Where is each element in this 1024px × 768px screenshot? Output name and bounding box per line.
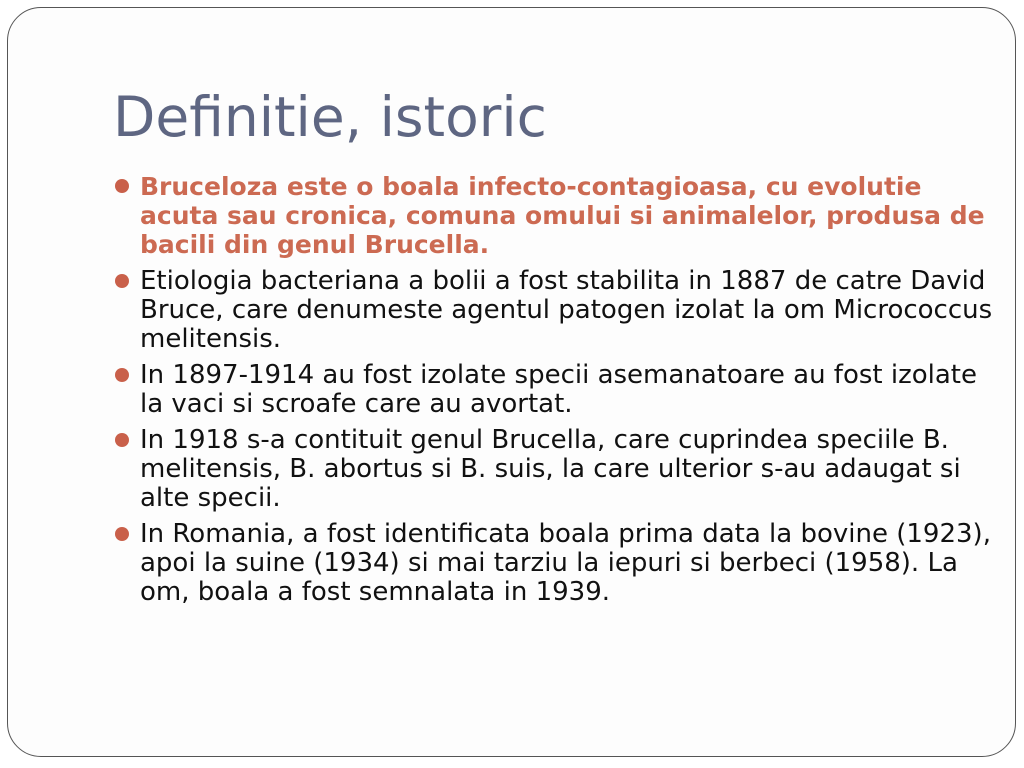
bullet-dot-icon [115,368,129,382]
bullet-text: In Romania, a fost identificata boala prima data la bovine (1923), apoi la suine (1934) si mai tarziu la iepuri si berbeci (1958). La om, boala a fost semnalata in 1939. [140,519,991,607]
bullet-dot-icon [115,274,129,288]
bullet-item [113,172,993,259]
bullet-text: In 1918 s-a contituit genul Brucella, care cuprindea speciile B. melitensis, B. abortus si B. suis, la care ulterior s-au adaugat si alte specii. [140,425,961,513]
bullet-dot-icon [115,527,129,541]
bullet-item [113,520,993,607]
slide-title: Definitie, istoric [113,85,547,149]
bullet-dot-icon [115,179,129,193]
bullet-item [113,361,993,419]
bullet-text: Bruceloza este o boala infecto-contagioasa, cu evolutie acuta sau cronica, comuna omului si animalelor, produsa de bacili din genul Brucella. [140,172,985,259]
bullet-dot-icon [115,433,129,447]
bullet-item [113,267,993,354]
bullet-list [113,172,993,614]
bullet-text: In 1897-1914 au fost izolate specii asemanatoare au fost izolate la vaci si scroafe care au avortat. [140,360,978,419]
bullet-text: Etiologia bacteriana a bolii a fost stabilita in 1887 de catre David Bruce, care denumeste agentul patogen izolat la om Micrococcus melitensis. [140,266,993,354]
bullet-item [113,426,993,513]
